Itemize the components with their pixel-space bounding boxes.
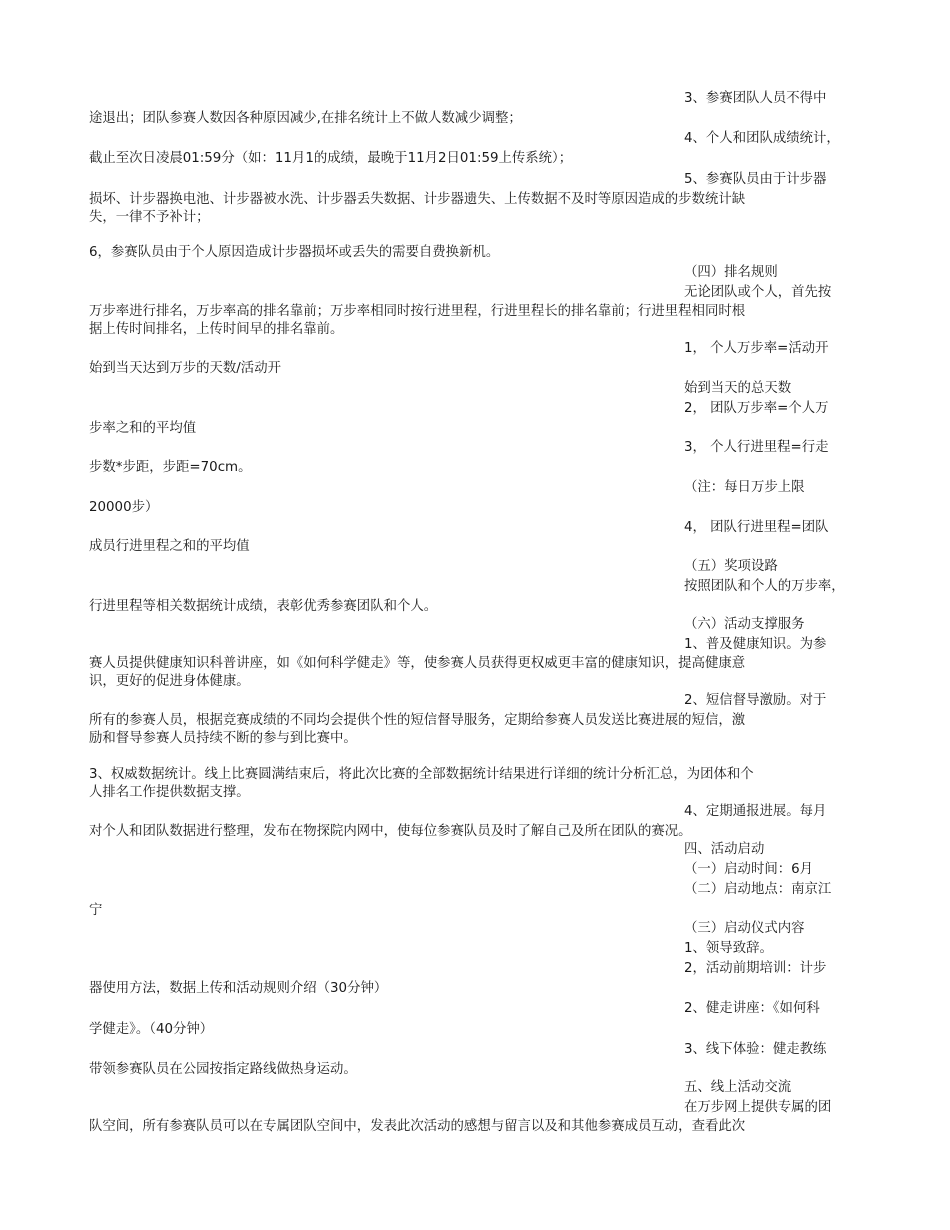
text-line: 识，更好的促进身体健康。 [89,674,250,689]
text-line: 3、线下体验：健走教练 [684,1042,827,1057]
text-line: 按照团队和个人的万步率， [684,579,845,594]
text-line: 人排名工作提供数据支撑。 [89,785,250,800]
text-line: 2、短信督导激励。对于 [684,693,827,708]
section-heading: （六）活动支撑服务 [684,617,805,632]
text-line: 行进里程等相关数据统计成绩，表彰优秀参赛团队和个人。 [89,599,438,614]
text-line: 学健走》。（40分钟） [89,1022,214,1037]
text-line: （注：每日万步上限 [684,480,805,495]
text-line: 无论团队或个人，首先按 [684,285,832,300]
text-line: （三）启动仪式内容 [684,921,805,936]
section-heading: 五、线上活动交流 [684,1080,792,1095]
text-line: 3、参赛团队人员不得中 [684,91,827,106]
section-heading: 四、活动启动 [684,842,765,857]
text-line: 3、权威数据统计。线上比赛圆满结束后，将此次比赛的全部数据统计结果进行详细的统计分析汇总，为团体和个 [89,767,754,782]
text-line: （二）启动地点：南京江 [684,882,832,897]
text-line: 4、个人和团队成绩统计， [684,131,840,146]
text-line: 4， 团队行进里程=团队 [684,520,829,535]
text-line: 损坏、计步器换电池、计步器被水洗、计步器丢失数据、计步器遗失、上传数据不及时等原因造成的步数统计缺 [89,192,746,207]
text-line: 1， 个人万步率=活动开 [684,341,829,356]
text-line: 带领参赛队员在公园按指定路线做热身运动。 [89,1062,357,1077]
text-line: 赛人员提供健康知识科普讲座，如《如何科学健走》等，使参赛人员获得更权威更丰富的健康知识，提高健康意 [89,656,746,671]
text-line: 4、定期通报进展。每月 [684,804,827,819]
text-line: （一）启动时间：6月 [684,862,814,877]
text-line: 20000步） [89,500,159,515]
text-line: 在万步网上提供专属的团 [684,1100,832,1115]
text-line: 6，参赛队员由于个人原因造成计步器损坏或丢失的需要自费换新机。 [89,245,500,260]
section-heading: （五）奖项设路 [684,559,778,574]
text-line: 失，一律不予补计； [89,210,210,225]
text-line: 对个人和团队数据进行整理，发布在物探院内网中，使每位参赛队员及时了解自己及所在团队的赛况。 [89,824,692,839]
text-line: 所有的参赛人员，根据竞赛成绩的不同均会提供个性的短信督导服务，定期给参赛人员发送比赛进展的短信，激 [89,713,746,728]
text-line: 万步率进行排名，万步率高的排名靠前；万步率相同时按行进里程，行进里程长的排名靠前；行进里程相同时根 [89,304,746,319]
text-line: 队空间，所有参赛队员可以在专属团队空间中，发表此次活动的感想与留言以及和其他参赛成员互动，查看此次 [89,1119,746,1134]
text-line: 据上传时间排名，上传时间早的排名靠前。 [89,322,344,337]
text-line: 始到当天的总天数 [684,381,792,396]
text-line: 5、参赛队员由于计步器 [684,172,827,187]
text-line: 步数*步距，步距=70cm。 [89,460,252,475]
text-line: 截止至次日凌晨01:59分（如：11月1的成绩，最晚于11月2日01:59上传系统）； [89,151,573,166]
text-line: 1、领导致辞。 [684,941,773,956]
section-heading: （四）排名规则 [684,265,778,280]
text-line: 励和督导参赛人员持续不断的参与到比赛中。 [89,731,357,746]
text-line: 途退出；团队参赛人数因各种原因减少,在排名统计上不做人数减少调整； [89,111,522,126]
text-line: 成员行进里程之和的平均值 [89,539,250,554]
text-line: 3， 个人行进里程=行走 [684,440,829,455]
text-line: 1、普及健康知识。为参 [684,637,827,652]
text-line: 始到当天达到万步的天数/活动开 [89,361,281,376]
text-line: 宁 [89,903,103,918]
text-line: 2， 团队万步率=个人万 [684,401,829,416]
text-line: 器使用方法，数据上传和活动规则介绍（30分钟） [89,981,388,996]
text-line: 步率之和的平均值 [89,421,197,436]
text-line: 2、健走讲座：《如何科 [684,1001,820,1016]
text-line: 2，活动前期培训：计步 [684,961,827,976]
